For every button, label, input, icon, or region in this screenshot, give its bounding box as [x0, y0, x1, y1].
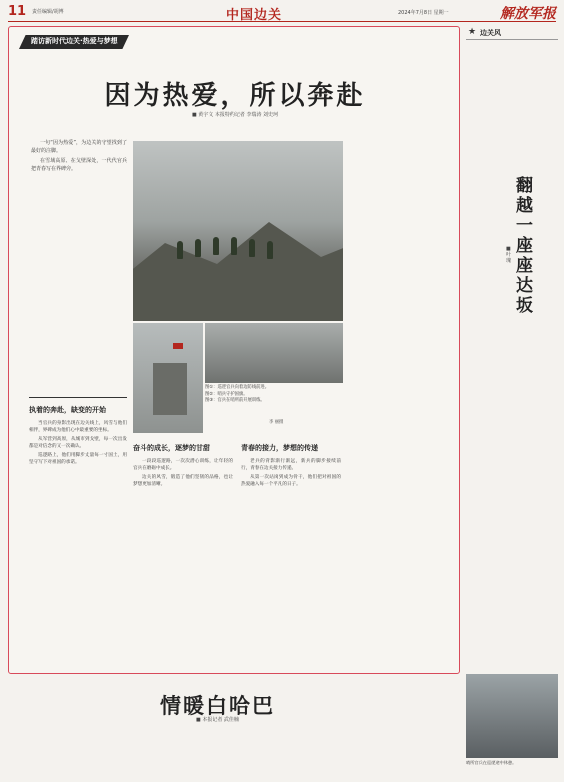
newspaper-logo: 解放军报: [500, 6, 556, 22]
intro-paragraph: 在雪域高原、在戈壁深处，一代代官兵把青春写在界碑旁。: [31, 158, 127, 172]
sentry-tower-photo: [133, 323, 203, 433]
soldier-figure: [195, 239, 201, 257]
body-paragraph: 老兵的背影渐行渐远，新兵的脚步接续前行，青春在边关接力传递。: [241, 459, 341, 472]
body-paragraph: 从第一次站岗到成为骨干，他们把对祖国的热爱融入每一个平凡的日子。: [241, 475, 341, 488]
section-heading: 奋斗的成长，逐梦的甘甜: [133, 444, 210, 452]
bottom-photo-caption: 哨所官兵在巡逻途中休憩。: [466, 760, 517, 765]
masthead: [8, 4, 556, 22]
soldier-figure: [267, 241, 273, 259]
body-paragraph: 边关的风雪，锻造了他们坚韧的品格，也让梦想更加清晰。: [133, 475, 233, 488]
patrol-photo: [133, 141, 343, 321]
sidebar-title: 翻越一座座达坂: [516, 176, 533, 316]
caption-line: 图①：巡逻官兵向着边防线前进。: [205, 385, 270, 390]
caption-line: 图③：官兵在哨所前开展训练。: [205, 398, 265, 403]
caption-line: 图②：哨兵守护国旗。: [205, 391, 248, 397]
sidebar-column: [466, 26, 558, 586]
divider: [29, 397, 127, 398]
photo-credit: 李 丽摄: [269, 420, 284, 425]
section-heading: 青春的接力，梦想的传递: [241, 444, 318, 452]
column-banner: [19, 33, 129, 51]
article-byline: ■ 黄宇文 本报特约记者 李瑞涛 刘史珂: [191, 112, 279, 118]
section-title: 中国边关: [226, 8, 283, 23]
feature-article: [8, 26, 460, 674]
banner-text: 踏访新时代边关·热爱与梦想: [31, 37, 118, 45]
soldier-figure: [177, 241, 183, 259]
page-number: 11: [8, 4, 27, 19]
section-1: [29, 399, 127, 469]
bottom-article-byline: ■ 本报记者 武佳楠: [196, 717, 239, 723]
sidebar-header-label: 边关风: [480, 29, 501, 37]
national-flag: [173, 343, 183, 349]
soldier-figure: [249, 239, 255, 257]
issue-date: 2024年7月8日 星期一: [398, 10, 449, 16]
article-title: 因为热爱，所以奔赴: [104, 81, 366, 111]
section-3: [241, 437, 341, 490]
body-paragraph: 从军营到高原，从城市到戈壁，每一次出发都是对信念的又一次确认。: [29, 437, 127, 450]
soldier-figure: [213, 237, 219, 255]
bottom-photo: [466, 674, 558, 758]
section-heading: 执着的奔赴，缺变的开始: [29, 406, 106, 414]
body-paragraph: 当官兵的身影出现在边关线上，风雪与他们相伴，界碑成为他们心中最重要的坐标。: [29, 421, 127, 434]
sidebar-author: ■ 叶 瑰: [506, 246, 512, 264]
star-icon: ★: [468, 27, 477, 37]
intro-paragraph: 一句“因为热爱”，为边关的守望找到了最好的注脚。: [31, 140, 127, 154]
intro-column: [31, 139, 127, 175]
body-paragraph: 巡逻路上，他们用脚步丈量每一寸国土，用坚守写下对祖国的承诺。: [29, 453, 127, 466]
sidebar-header: [466, 26, 558, 40]
training-photo: [205, 323, 343, 383]
section-2: [133, 437, 233, 490]
bottom-article-title: 情暖白哈巴: [160, 694, 275, 718]
body-paragraph: 一段段巡逻路，一次次潜心训练，让年轻的官兵在磨砺中成长。: [133, 459, 233, 472]
mountain-ridge: [133, 201, 343, 321]
editor-line: 责任编辑/胡博: [32, 9, 64, 15]
soldier-figure: [231, 237, 237, 255]
sentry-tower: [153, 363, 187, 415]
photo-caption: [205, 385, 343, 405]
